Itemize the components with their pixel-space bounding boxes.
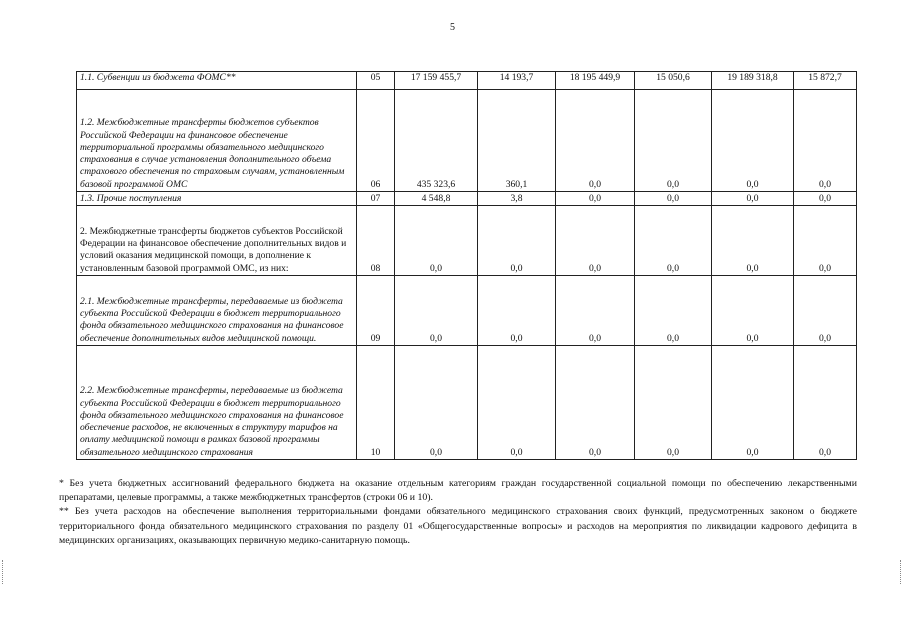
row-code: 07: [357, 192, 395, 206]
value-cell: 15 050,6: [635, 72, 712, 90]
right-edge-mark: [900, 560, 902, 584]
value-cell: 0,0: [395, 206, 478, 276]
page-number: 5: [450, 22, 455, 33]
value-cell: 15 872,7: [794, 72, 857, 90]
table-row: [77, 192, 857, 206]
value-cell: 0,0: [478, 276, 556, 346]
footnote-1: * Без учета бюджетных ассигнований федерального бюджета на оказание отдельным категориям граждан государственной социальной помощи по обеспечению лекарственными препаратами, целевые программы, а также межбюджетных трансфертов (строки 06 и 10).: [59, 478, 857, 504]
table-body: [77, 72, 857, 460]
row-label: 1.3. Прочие поступления: [77, 192, 357, 206]
value-cell: 0,0: [635, 192, 712, 206]
value-cell: 0,0: [556, 192, 635, 206]
row-label: 1.2. Межбюджетные трансферты бюджетов субъектов Российской Федерации на финансовое обеспечение территориальной программы обязательного медицинского страхования в случае установления дополнительного объема страхового обеспечения по страховым случаям, установленным базовой программой ОМС: [77, 90, 357, 192]
value-cell: 0,0: [478, 206, 556, 276]
table-row: [77, 346, 857, 460]
value-cell: 4 548,8: [395, 192, 478, 206]
value-cell: 0,0: [395, 276, 478, 346]
value-cell: 0,0: [556, 90, 635, 192]
row-code: 08: [357, 206, 395, 276]
row-label: 2.2. Межбюджетные трансферты, передаваемые из бюджета субъекта Российской Федерации в бюджет территориального фонда обязательного медицинского страхования на финансовое обеспечение расходов, не включенных в структуру тарифов на оплату медицинской помощи в рамках базовой программы обязательного медицинского страхования: [77, 346, 357, 460]
table-row: [77, 90, 857, 192]
value-cell: 0,0: [478, 346, 556, 460]
footnotes: [59, 477, 857, 548]
row-label: 2. Межбюджетные трансферты бюджетов субъектов Российской Федерации на финансовое обеспечение дополнительных видов и условий оказания медицинской помощи, в дополнение к установленным базовой программой ОМС, из них:: [77, 206, 357, 276]
value-cell: 0,0: [556, 346, 635, 460]
value-cell: 17 159 455,7: [395, 72, 478, 90]
row-code: 06: [357, 90, 395, 192]
value-cell: 360,1: [478, 90, 556, 192]
value-cell: 0,0: [395, 346, 478, 460]
value-cell: 0,0: [794, 90, 857, 192]
row-label: 2.1. Межбюджетные трансферты, передаваемые из бюджета субъекта Российской Федерации в бюджет территориального фонда обязательного медицинского страхования на финансовое обеспечение дополнительных видов медицинской помощи.: [77, 276, 357, 346]
table-row: [77, 72, 857, 90]
value-cell: 18 195 449,9: [556, 72, 635, 90]
value-cell: 0,0: [635, 90, 712, 192]
value-cell: 0,0: [635, 346, 712, 460]
value-cell: 0,0: [712, 90, 794, 192]
value-cell: 0,0: [794, 276, 857, 346]
row-label: 1.1. Субвенции из бюджета ФОМС**: [77, 72, 357, 90]
row-code: 05: [357, 72, 395, 90]
value-cell: 19 189 318,8: [712, 72, 794, 90]
value-cell: 0,0: [794, 346, 857, 460]
value-cell: 0,0: [556, 206, 635, 276]
row-code: 10: [357, 346, 395, 460]
value-cell: 0,0: [635, 206, 712, 276]
value-cell: 0,0: [712, 346, 794, 460]
left-edge-mark: [2, 560, 4, 584]
footnote-2: ** Без учета расходов на обеспечение выполнения территориальными фондами обязательного медицинского страхования своих функций, предусмотренных законом о бюджете территориального фонда обязательного медицинского страхования по разделу 01 «Общегосударственные вопросы» и расходов на мероприятия по ликвидации кадрового дефицита в медицинских организациях, оказывающих первичную медико-санитарную помощь.: [59, 506, 857, 546]
row-code: 09: [357, 276, 395, 346]
budget-table: [76, 71, 857, 460]
value-cell: 0,0: [635, 276, 712, 346]
value-cell: 0,0: [794, 206, 857, 276]
value-cell: 0,0: [712, 192, 794, 206]
value-cell: 0,0: [794, 192, 857, 206]
value-cell: 435 323,6: [395, 90, 478, 192]
value-cell: 0,0: [712, 276, 794, 346]
value-cell: 0,0: [556, 276, 635, 346]
table-row: [77, 276, 857, 346]
value-cell: 3,8: [478, 192, 556, 206]
value-cell: 0,0: [712, 206, 794, 276]
value-cell: 14 193,7: [478, 72, 556, 90]
table-row: [77, 206, 857, 276]
